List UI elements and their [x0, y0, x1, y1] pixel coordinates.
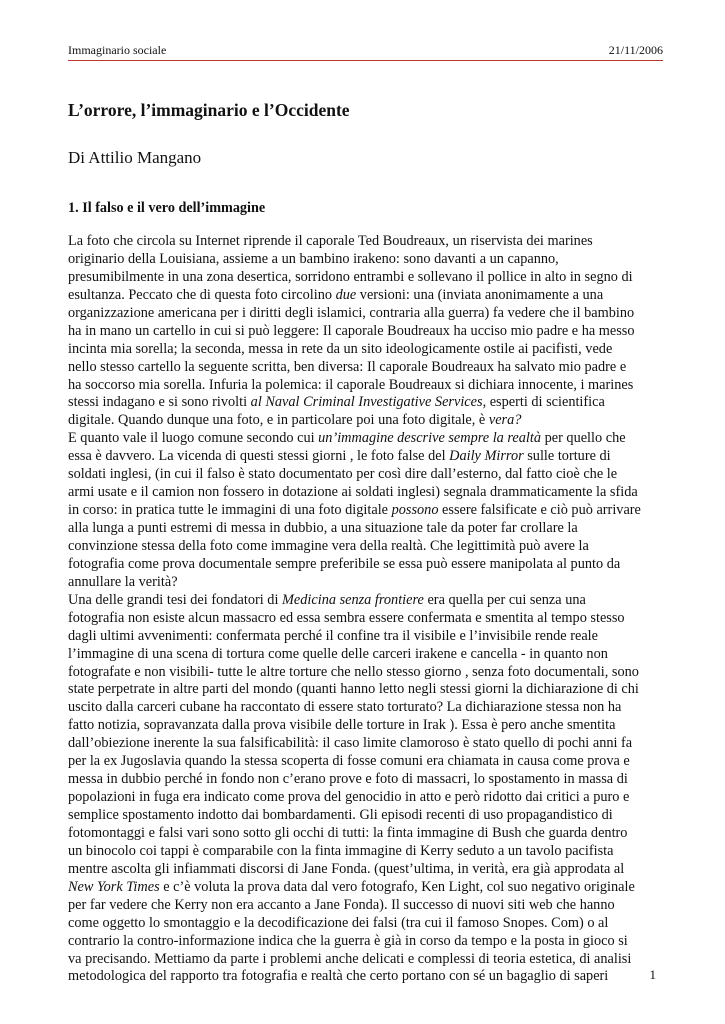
text-run: alla lunga a punti estremi di messa in dubbio, a una situazione tale da poter far crollare la: [68, 520, 578, 536]
text-run: per quello che: [541, 430, 626, 447]
header-rule: [68, 60, 663, 61]
body-line: [68, 843, 664, 861]
text-run: state perpetrate in altre parti del mondo (quanti hanno letto negli stessi giorni la dichiarazione di chi: [68, 681, 639, 698]
text-run: contrario la contro-informazione indica che la guerra è già in corso da tempo e la posta in gioco si: [68, 932, 628, 949]
text-run: versioni: una (inviata anonimamente a una: [356, 286, 604, 303]
italic-run: New York Times: [68, 878, 160, 895]
text-run: nello stesso cartello la seguente scritta, ben diversa: Il caporale Boudreaux ha salvato mio padre e: [68, 358, 627, 375]
text-run: stessi indagano e si sono rivolti: [68, 394, 251, 411]
text-run: esultanza. Peccato che di questa foto circolino: [68, 286, 336, 303]
body-line: [68, 699, 664, 717]
text-run: essere falsificate e ciò può arrivare: [438, 502, 641, 519]
text-run: ha in mano un cartello in cui si può leggere: Il caporale Boudreaux ha ucciso mio padre e ha messo: [68, 322, 635, 339]
text-run: fotomontaggi e falsi vari sono sotto gli occhi di tutti: la finta immagine di Bush che guarda dentro: [68, 824, 628, 841]
body-line: [68, 915, 664, 933]
body-line: [68, 592, 664, 610]
running-header-date: 21/11/2006: [608, 43, 663, 57]
body-line: [68, 825, 664, 843]
italic-run: Medicina senza frontiere: [282, 591, 424, 608]
text-run: l’immagine di una scena di tortura come quelle delle carceri irakene e cancella - in quanto non: [68, 645, 608, 662]
text-run: soldati inglesi, (in cui il falso è stato documentato per così dire dall’esterno, dal fatto cioè che le: [68, 466, 618, 483]
text-run: come oggetto lo smontaggio e la decodificazione dei falsi (tra cui il famoso Snopes. Com) o al: [68, 914, 609, 931]
body-line: [68, 610, 664, 628]
text-run: armi usate e il camion non fossero in dotazione ai soldati inglesi) segnala drammaticamente la sfida: [68, 484, 638, 501]
section-heading: 1. Il falso e il vero dell’immagine: [68, 200, 266, 216]
body-line: [68, 233, 664, 251]
text-run: popolazioni in fuga era indicato come prova del genocidio in atto e però ridotto dai critici a puro e: [68, 789, 630, 806]
text-run: originario della Louisiana, assieme a un bambino irakeno: sono davanti a un capanno,: [68, 250, 559, 267]
text-run: per la ex Jugoslavia quando la stessa scoperta di fosse comuni era chiamata in causa come prova e: [68, 753, 630, 770]
text-run: dall’obiezione inerente la sua falsificabilità: il caso limite clamoroso è stato quello di pochi anni fa: [68, 735, 633, 752]
text-run: un binocolo coi tappi è comparabile con la finta immagine di Kerry seduto a un tavolo pacifista: [68, 842, 614, 859]
text-run: convinzione stessa della foto come immagine vera della realtà. Che legittimità può avere la: [68, 537, 589, 554]
body-line: [68, 323, 664, 341]
italic-run: due: [335, 286, 357, 303]
body-line: [68, 377, 664, 395]
text-run: organizzazione americana per i diritti degli islamici, contraria alla guerra) fa vedere che il bambino: [68, 304, 635, 321]
text-run: messa in dubbio perché in fondo non c’erano prove e foto di massacri, lo spostamento in massa di: [68, 771, 628, 788]
italic-run: al Naval Criminal Investigative Services: [250, 394, 483, 411]
body-line: [68, 448, 664, 466]
text-run: ha soccorso mia sorella. Infuria la polemica: il caporale Boudreaux si dichiara innocente, i marines: [68, 376, 634, 393]
text-run: presumibilmente in una zona desertica, sorridono entrambi e sollevano il pollice in alto in segno di: [68, 268, 633, 285]
body-line: [68, 394, 664, 412]
text-run: semplice spostamento indotto dai bombardamenti. Gli episodi recenti di uso propagandistico di: [68, 807, 613, 823]
body-line: [68, 753, 664, 771]
body-line: [68, 484, 664, 502]
body-line: [68, 430, 664, 448]
body-line: [68, 412, 664, 430]
italic-run: un’immagine descrive sempre la realtà: [318, 430, 542, 447]
body-line: [68, 807, 664, 825]
text-run: e c’è voluta la prova data dal vero fotografo, Ken Light, col suo negativo originale: [159, 878, 635, 895]
text-run: annullare la verità?: [68, 573, 178, 590]
body-line: [68, 574, 664, 592]
body-line: [68, 646, 664, 664]
body-line: [68, 664, 664, 682]
body-line: [68, 502, 664, 520]
text-run: essa è davvero. La vicenda di questi stessi giorni , le foto false del: [68, 448, 450, 465]
text-run: per far vedere che Kerry non era accanto a Jane Fonda). Il successo di nuovi siti web che hanno: [68, 896, 615, 913]
body-line: [68, 251, 664, 269]
body-line: [68, 466, 664, 484]
italic-run: Daily Mirror: [449, 448, 524, 465]
text-run: incinta mia sorella; la seconda, messa in rete da un sito ideologicamente ostile ai pacifisti, vede: [68, 340, 613, 357]
text-run: va precisando. Mettiamo da parte i problemi anche delicati e complessi di teoria estetica, di analisi: [68, 950, 632, 967]
body-line: [68, 717, 664, 735]
text-run: fatto notizia, sopravanzata dalla prova visibile delle torture in Irak ). Essa è pero anche smentita: [68, 717, 616, 734]
body-line: [68, 879, 664, 897]
body-line: [68, 269, 664, 287]
body-line: [68, 897, 664, 915]
text-run: E quanto vale il luogo comune secondo cui: [68, 430, 319, 447]
text-run: , esperti di scientifica: [482, 394, 605, 411]
text-run: mentre ascolta gli infiammati discorsi di Jane Fonda. (quest’ultima, in verità, era già approdata al: [68, 860, 625, 877]
body-line: [68, 789, 664, 807]
text-run: uscito dalla carceri cubane ha raccontato di essere stato torturato? La dichiarazione stessa non ha: [68, 699, 622, 716]
body-line: [68, 538, 664, 556]
text-run: La foto che circola su Internet riprende il caporale Ted Boudreaux, un riservista dei marines: [68, 233, 593, 249]
running-header-left: Immaginario sociale: [68, 43, 167, 57]
text-run: dagli ultimi avvenimenti: confermata perché il confine tra il visibile e l’invisibile rende reale: [68, 627, 598, 644]
text-run: digitale. Quando dunque una foto, e in particolare poi una foto digitale, è: [68, 412, 489, 429]
body-line: [68, 951, 664, 969]
body-line: [68, 305, 664, 323]
document-author: Di Attilio Mangano: [68, 148, 202, 167]
text-run: fotografia come prova documentale sempre preferibile se essa può essere manipolata al punto da: [68, 555, 621, 572]
text-run: era quella per cui senza una: [423, 591, 586, 608]
body-line: [68, 771, 664, 789]
text-run: sulle torture di: [523, 448, 611, 465]
page-number: 1: [649, 967, 656, 982]
italic-run: vera?: [488, 412, 522, 429]
body-line: [68, 681, 664, 699]
body-line: [68, 861, 664, 879]
body-line: [68, 628, 664, 646]
body-text: [68, 233, 664, 986]
document-title: L’orrore, l’immaginario e l’Occidente: [68, 100, 350, 120]
text-run: Una delle grandi tesi dei fondatori di: [68, 591, 282, 608]
body-line: [68, 556, 664, 574]
body-line: [68, 341, 664, 359]
body-line: [68, 520, 664, 538]
body-line: [68, 968, 664, 986]
text-run: fotografate e non visibili- tutte le altre torture che nello stesso giorno , senza foto documentali, sono: [68, 663, 639, 680]
body-line: [68, 933, 664, 951]
text-run: metodologica del rapporto tra fotografia e realtà che certo portano con sé un bagaglio di saperi: [68, 968, 609, 985]
text-run: in corso: in pratica tutte le immagini di una foto digitale: [68, 502, 392, 519]
body-line: [68, 287, 664, 305]
body-line: [68, 359, 664, 377]
italic-run: possono: [391, 502, 439, 519]
body-line: [68, 735, 664, 753]
text-run: fotografia non esiste alcun massacro ed essa sembra essere confermata e smentita al tempo stesso: [68, 609, 625, 626]
